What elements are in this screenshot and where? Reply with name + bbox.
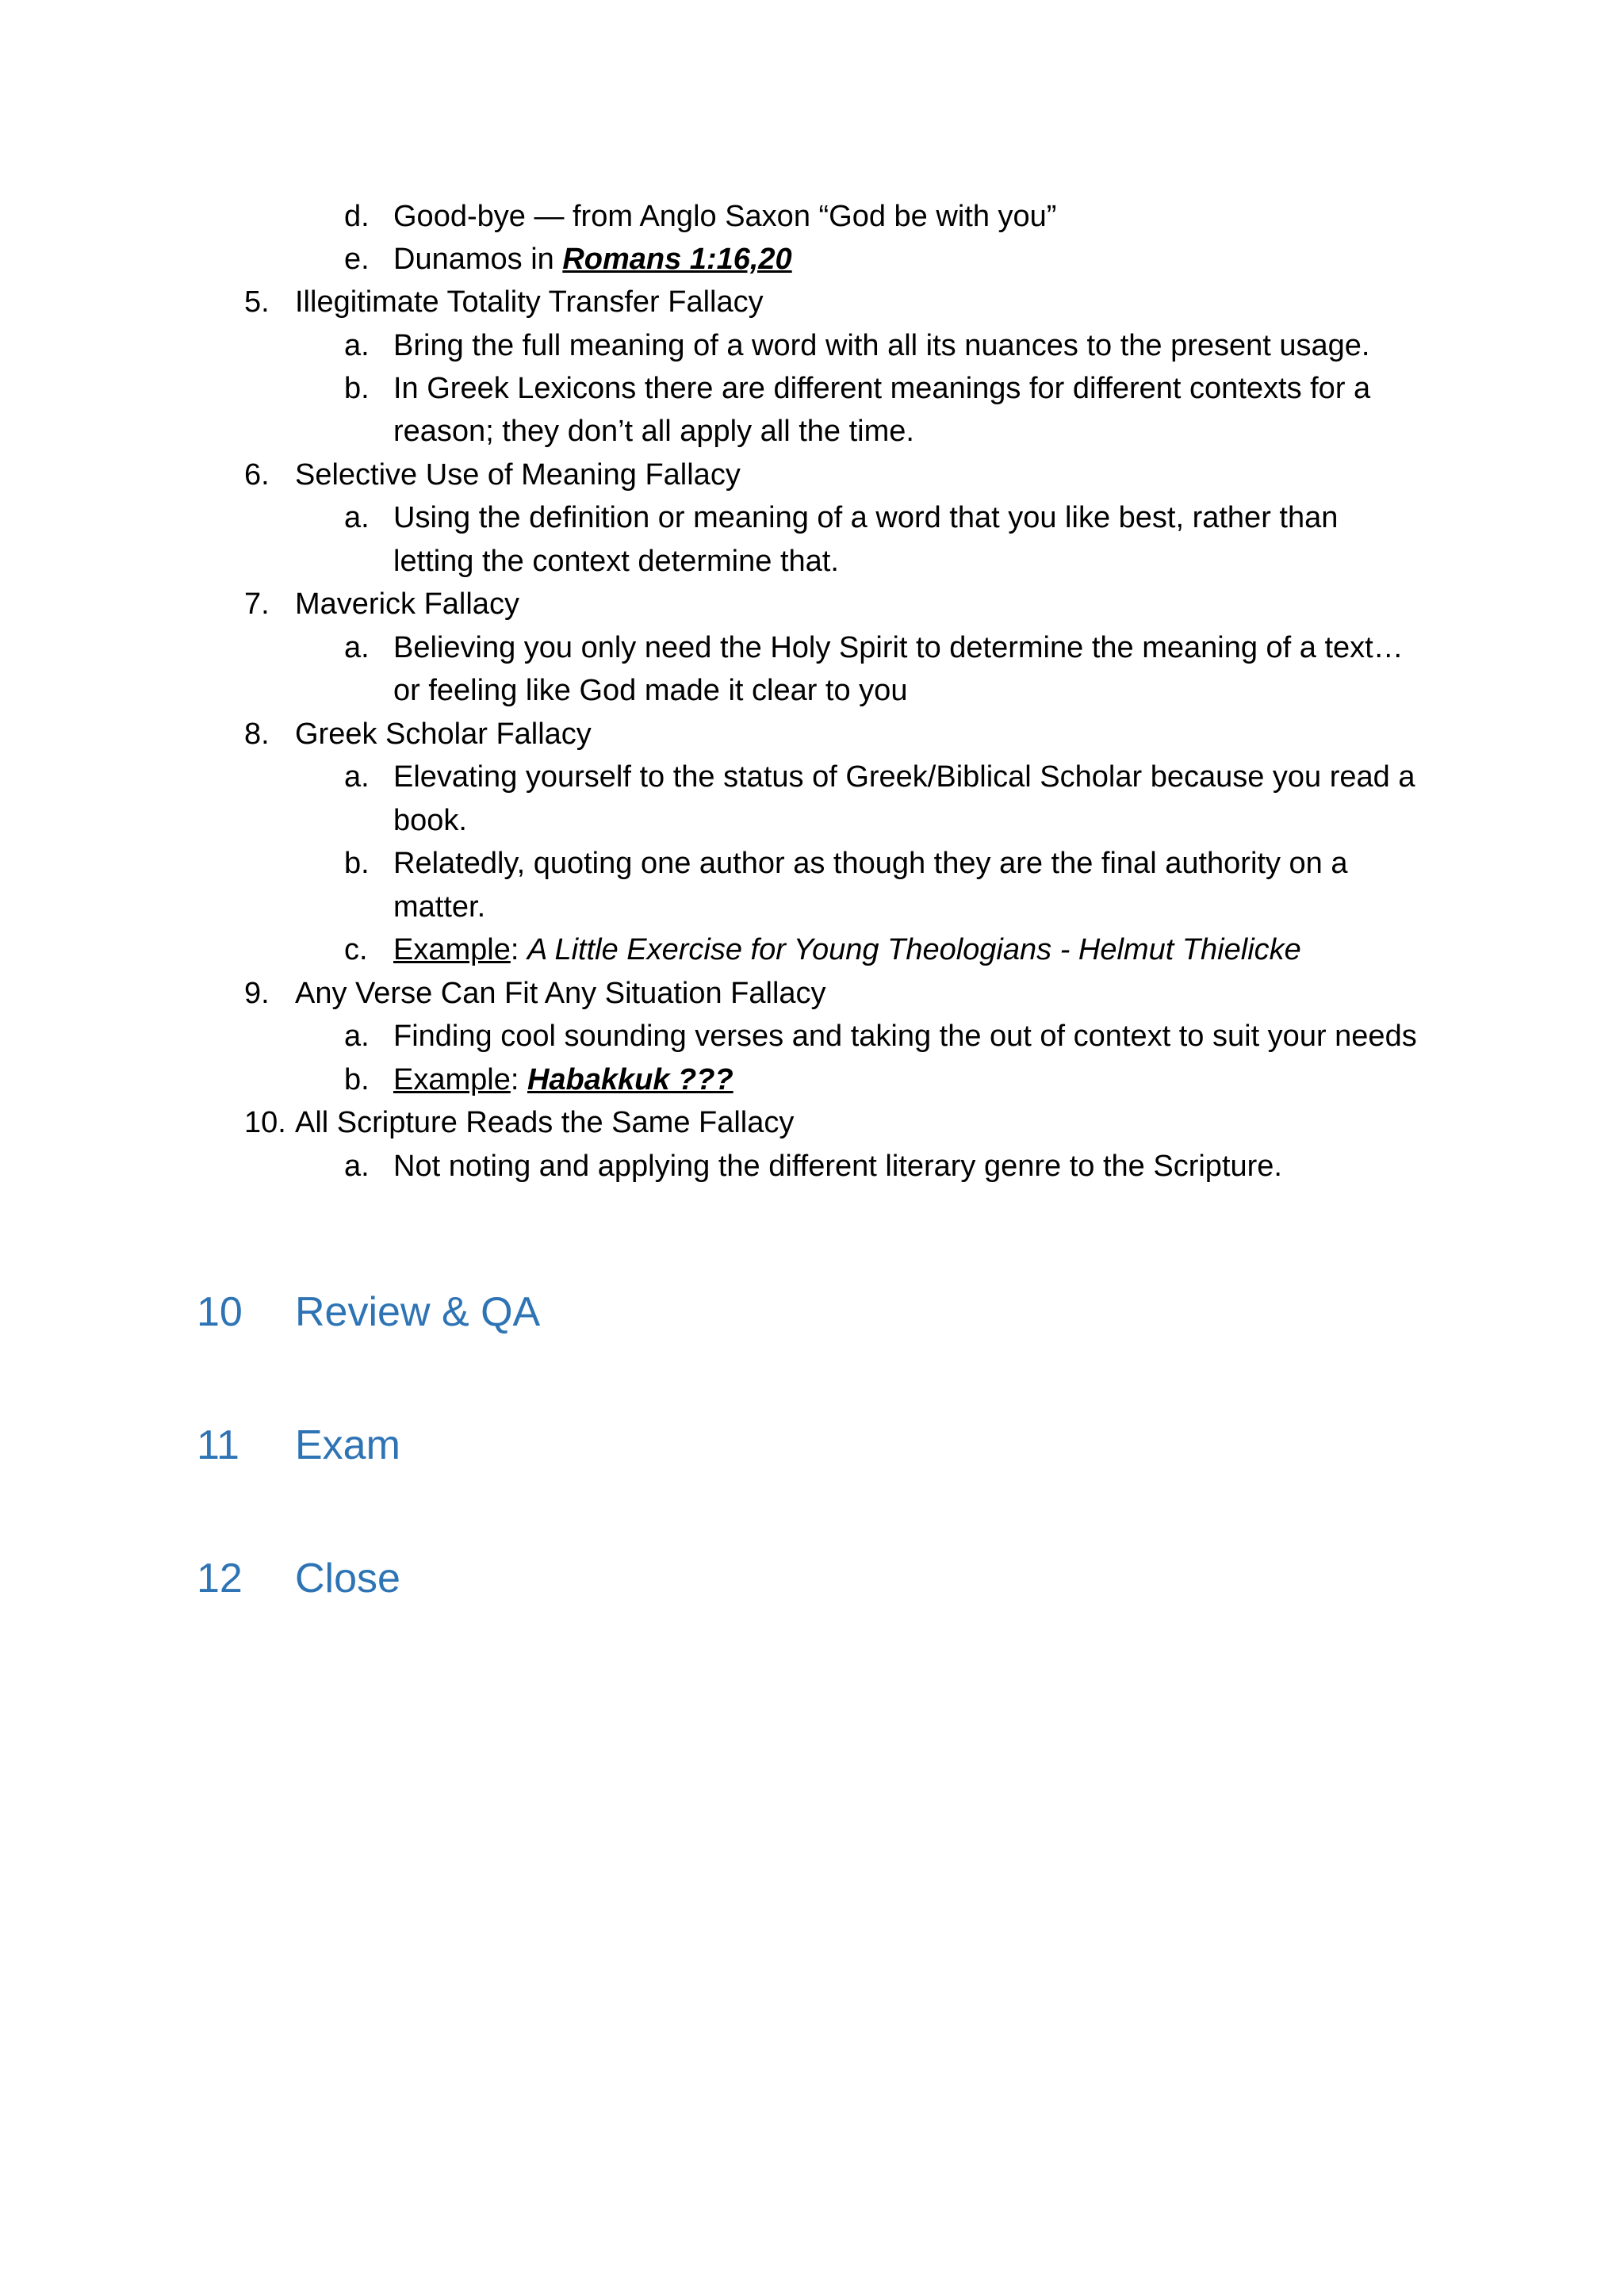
list-item-text: Finding cool sounding verses and taking the out of context to suit your needs <box>393 1020 1417 1053</box>
list-item-text: In Greek Lexicons there are different meanings for different contexts for a <box>393 372 1371 405</box>
list-item-text: Elevating yourself to the status of Greek/Biblical Scholar because you read a <box>393 760 1415 794</box>
list-item-text <box>393 928 1301 971</box>
list-item-text: Good-bye — from Anglo Saxon “God be with you” <box>393 200 1057 233</box>
list-marker: 8. <box>244 718 270 751</box>
list-item-text: Relatedly, quoting one author as though they are the final authority on a <box>393 847 1348 880</box>
list-item-text: letting the context determine that. <box>393 545 839 578</box>
list-item-text: matter. <box>393 890 486 924</box>
list-item-text: Believing you only need the Holy Spirit to determine the meaning of a text… <box>393 631 1404 664</box>
list-item-title: Selective Use of Meaning Fallacy <box>295 458 741 492</box>
example-title: A Little Exercise for Young Theologians - Helmut Thielicke <box>527 933 1301 966</box>
example-separator: : <box>510 1063 527 1096</box>
list-marker: a. <box>344 501 370 534</box>
list-marker: a. <box>344 1020 370 1053</box>
list-item-text <box>393 238 792 281</box>
list-item-title: Any Verse Can Fit Any Situation Fallacy <box>295 977 826 1010</box>
list-marker: 6. <box>244 458 270 492</box>
section-number: 10 <box>197 1289 243 1335</box>
section-title: Close <box>295 1556 400 1601</box>
list-marker: a. <box>344 1150 370 1183</box>
list-item-title: Illegitimate Totality Transfer Fallacy <box>295 285 764 319</box>
list-marker: b. <box>344 372 370 405</box>
section-number: 11 <box>197 1422 239 1468</box>
example-label: Example <box>393 933 511 966</box>
scripture-reference: Romans 1:16,20 <box>562 243 792 276</box>
section-title: Exam <box>295 1422 400 1468</box>
example-separator: : <box>510 933 527 966</box>
list-marker: e. <box>344 243 370 276</box>
list-item-text: Bring the full meaning of a word with all its nuances to the present usage. <box>393 329 1370 362</box>
list-marker: d. <box>344 200 370 233</box>
list-marker: a. <box>344 329 370 362</box>
list-item-text: Using the definition or meaning of a word that you like best, rather than <box>393 501 1339 534</box>
list-item-title: All Scripture Reads the Same Fallacy <box>295 1106 795 1139</box>
list-item-text-plain: Dunamos in <box>393 243 563 276</box>
list-marker: b. <box>344 1063 370 1096</box>
list-marker: 5. <box>244 285 270 319</box>
section-number: 12 <box>197 1556 243 1601</box>
list-item-text <box>393 1058 733 1101</box>
list-marker: c. <box>344 933 368 966</box>
scripture-reference: Habakkuk ??? <box>527 1063 733 1096</box>
list-marker: b. <box>344 847 370 880</box>
example-label: Example <box>393 1063 511 1096</box>
list-marker: 7. <box>244 587 270 621</box>
list-marker: 10. <box>244 1106 286 1139</box>
list-item-text: book. <box>393 804 467 837</box>
list-marker: a. <box>344 760 370 794</box>
list-item-text: reason; they don’t all apply all the time. <box>393 415 914 448</box>
list-marker: a. <box>344 631 370 664</box>
list-item-text: Not noting and applying the different literary genre to the Scripture. <box>393 1150 1282 1183</box>
list-marker: 9. <box>244 977 270 1010</box>
list-item-title: Maverick Fallacy <box>295 587 519 621</box>
list-item-text: or feeling like God made it clear to you <box>393 674 908 707</box>
list-item-title: Greek Scholar Fallacy <box>295 718 592 751</box>
section-title: Review & QA <box>295 1289 541 1335</box>
